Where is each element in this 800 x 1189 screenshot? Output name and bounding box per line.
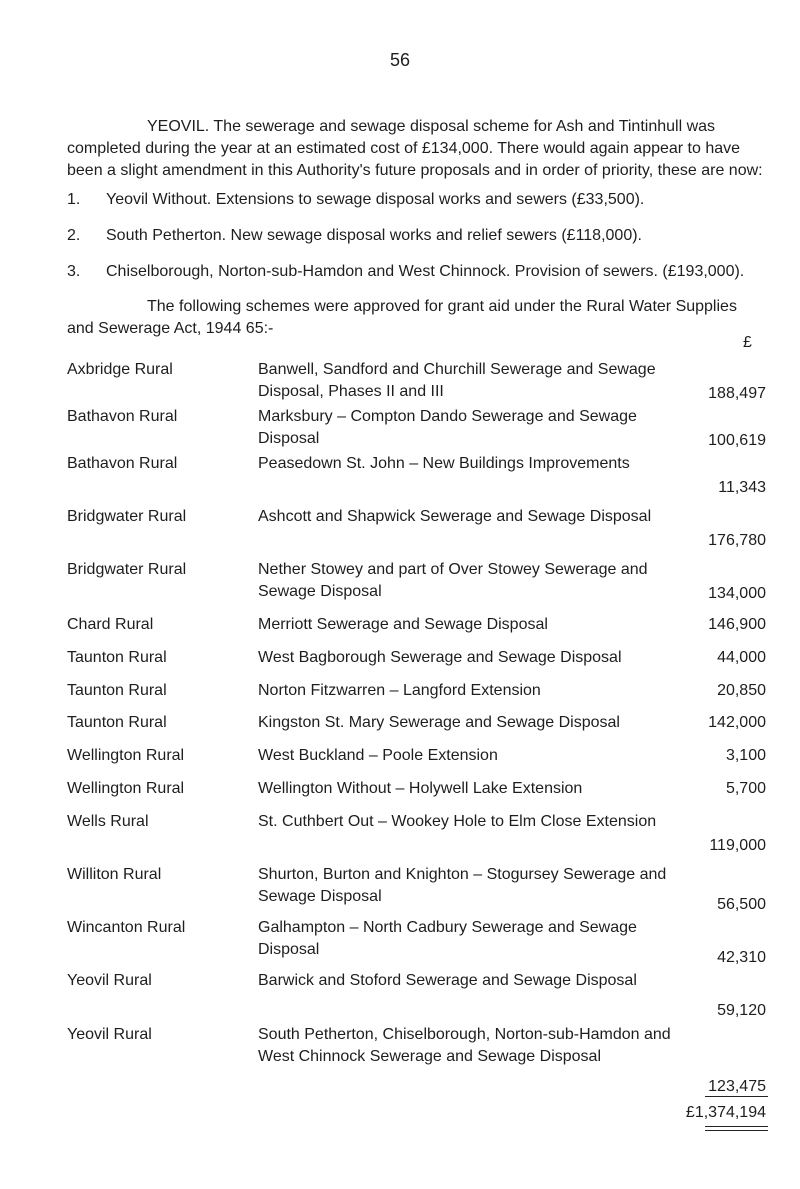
- authority-name: Wellington Rural: [67, 747, 185, 764]
- scheme-amount: 134,000: [708, 585, 766, 602]
- authority-name: Wincanton Rural: [67, 919, 186, 936]
- priority-number: 1.: [67, 191, 81, 208]
- scheme-amount: 59,120: [717, 1002, 766, 1019]
- scheme-amount: 5,700: [725, 780, 766, 797]
- scheme-amount: 142,000: [708, 714, 766, 731]
- scheme-amount: 11,343: [718, 479, 766, 496]
- intro-paragraph: YEOVIL. The sewerage and sewage disposal scheme for Ash and Tintinhull was completed during the year at an estimated cost of £134,000. There would again appear to have been a slight amendment in this Authority's future proposals and in order of priority, these are now:: [67, 118, 763, 179]
- authority-name: Yeovil Rural: [67, 972, 152, 989]
- scheme-description: Shurton, Burton and Knighton – Stogursey Sewerage and Sewage Disposal: [258, 866, 667, 905]
- total-double-rule-top: [705, 1126, 768, 1127]
- authority-name: Bridgwater Rural: [67, 508, 187, 525]
- priority-text: Yeovil Without. Extensions to sewage disposal works and sewers (£33,500).: [106, 191, 645, 208]
- authority-name: Williton Rural: [67, 866, 162, 883]
- authority-name: Bathavon Rural: [67, 408, 178, 425]
- priority-item: [67, 227, 642, 245]
- grant-intro-paragraph: The following schemes were approved for grant aid under the Rural Water Supplies and Sewerage Act, 1944 65:-: [67, 298, 737, 337]
- scheme-description: Marksbury – Compton Dando Sewerage and Sewage Disposal: [258, 408, 637, 447]
- scheme-description: Nether Stowey and part of Over Stowey Sewerage and Sewage Disposal: [258, 561, 648, 600]
- priority-number: 2.: [67, 227, 81, 244]
- authority-name: Taunton Rural: [67, 649, 167, 666]
- priority-item: [67, 263, 744, 281]
- scheme-amount: 176,780: [708, 532, 766, 549]
- authority-name: Wells Rural: [67, 813, 149, 830]
- scheme-amount: 42,310: [717, 949, 766, 966]
- scheme-description: Galhampton – North Cadbury Sewerage and Sewage Disposal: [258, 919, 637, 958]
- scheme-amount: 146,900: [708, 616, 766, 633]
- authority-name: Taunton Rural: [67, 682, 167, 699]
- scheme-description: Barwick and Stoford Sewerage and Sewage Disposal: [258, 972, 637, 989]
- currency-header: £: [743, 334, 752, 351]
- authority-name: Axbridge Rural: [67, 361, 173, 378]
- authority-name: Taunton Rural: [67, 714, 167, 731]
- priority-text: Chiselborough, Norton-sub-Hamdon and West Chinnock. Provision of sewers. (£193,000).: [106, 263, 745, 280]
- scheme-description: Wellington Without – Holywell Lake Extension: [258, 780, 583, 797]
- scheme-amount: 56,500: [717, 896, 766, 913]
- scheme-amount: 3,100: [725, 747, 766, 764]
- scheme-description: Norton Fitzwarren – Langford Extension: [258, 682, 541, 699]
- scheme-description: Ashcott and Shapwick Sewerage and Sewage Disposal: [258, 508, 652, 525]
- priority-number: 3.: [67, 263, 81, 280]
- scheme-description: West Bagborough Sewerage and Sewage Disposal: [258, 649, 622, 666]
- page-number: 56: [389, 50, 411, 70]
- scheme-description: St. Cuthbert Out – Wookey Hole to Elm Close Extension: [258, 813, 657, 830]
- authority-name: Chard Rural: [67, 616, 154, 633]
- scheme-description: Kingston St. Mary Sewerage and Sewage Disposal: [258, 714, 620, 731]
- scheme-description: Peasedown St. John – New Buildings Improvements: [258, 455, 630, 472]
- scheme-description: Merriott Sewerage and Sewage Disposal: [258, 616, 548, 633]
- priority-text: South Petherton. New sewage disposal works and relief sewers (£118,000).: [106, 227, 642, 244]
- authority-name: Bridgwater Rural: [67, 561, 187, 578]
- authority-name: Wellington Rural: [67, 780, 185, 797]
- authority-name: Bathavon Rural: [67, 455, 178, 472]
- scheme-amount: 119,000: [709, 837, 766, 854]
- scheme-amount: 100,619: [708, 432, 766, 449]
- subtotal-rule: [705, 1096, 768, 1097]
- scheme-amount: 44,000: [717, 649, 766, 666]
- scheme-amount: 20,850: [717, 682, 766, 699]
- scheme-description: West Buckland – Poole Extension: [258, 747, 498, 764]
- total-amount: £1,374,194: [685, 1104, 766, 1121]
- scheme-description: Banwell, Sandford and Churchill Sewerage and Sewage Disposal, Phases II and III: [258, 361, 656, 400]
- scheme-amount: 188,497: [708, 385, 766, 402]
- priority-item: [67, 191, 644, 209]
- total-double-rule-bottom: [705, 1130, 768, 1131]
- authority-name: Yeovil Rural: [67, 1026, 152, 1043]
- scheme-description: South Petherton, Chiselborough, Norton-sub-Hamdon and West Chinnock Sewerage and Sewage Disposal: [258, 1026, 671, 1065]
- scheme-amount: 123,475: [708, 1078, 766, 1095]
